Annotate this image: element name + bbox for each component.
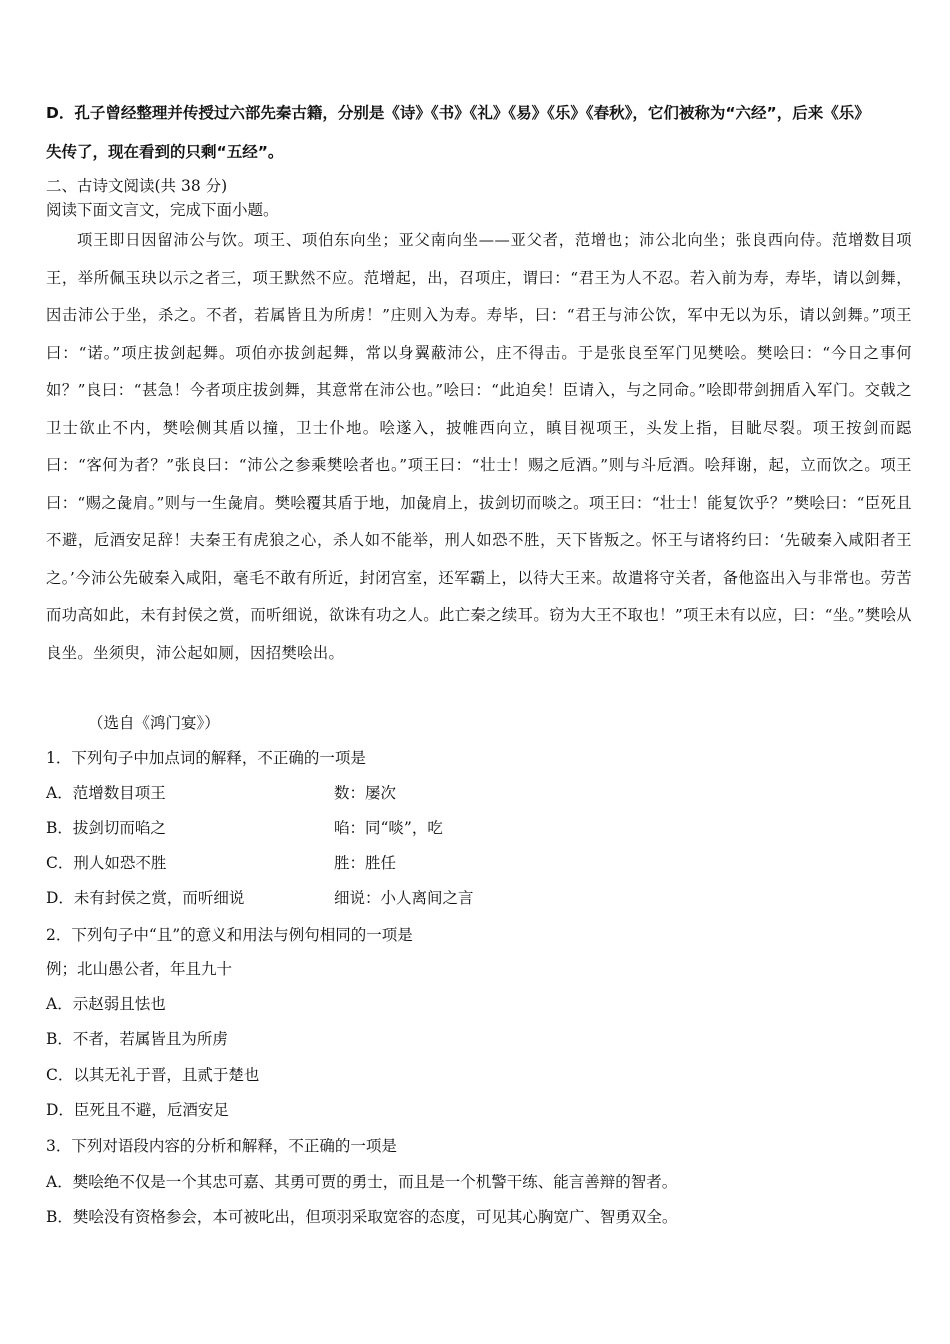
- q2-option-b: B．不者，若属皆且为所虏: [46, 1030, 228, 1048]
- q2-stem: 2．下列句子中“且”的意义和用法与例句相同的一项是: [46, 926, 413, 944]
- passage-source: （选自《鸿门宴》）: [88, 714, 220, 732]
- q1-option-d-note: 细说：小人离间之言: [334, 889, 474, 907]
- q2-example: 例；北山愚公者，年且九十: [46, 960, 233, 978]
- q3-option-b: B．樊哙没有资格参会，本可被叱出，但项羽采取宽容的态度，可见其心胸宽广、智勇双全。: [46, 1208, 678, 1226]
- q1-option-c-note: 胜：胜任: [334, 854, 397, 872]
- prev-option-d-line2: 失传了，现在看到的只剩“五经”。: [46, 143, 284, 161]
- q1-option-c: C．刑人如恐不胜: [46, 854, 167, 872]
- q2-option-c: C．以其无礼于晋，且贰于楚也: [46, 1066, 260, 1084]
- q1-option-a: A．范增数目项王: [46, 784, 166, 802]
- prev-option-d-line1: D．孔子曾经整理并传授过六部先秦古籍，分别是《诗》《书》《礼》《易》《乐》《春秋》，它们被称为“六经”，后来《乐》: [46, 104, 870, 122]
- q1-option-d: D．未有封侯之赏，而听细说: [46, 889, 245, 907]
- q2-option-d: D．臣死且不避，卮酒安足: [46, 1101, 229, 1119]
- section-heading: 二、古诗文阅读(共 38 分): [46, 177, 228, 195]
- q1-option-a-note: 数：屡次: [334, 784, 397, 802]
- q1-option-b-note: 啗：同“啖”，吃: [334, 819, 443, 837]
- q3-stem: 3．下列对语段内容的分析和解释，不正确的一项是: [46, 1137, 397, 1155]
- q3-option-a: A．樊哙绝不仅是一个其忠可嘉、其勇可贾的勇士，而且是一个机警干练、能言善辩的智者。: [46, 1173, 678, 1191]
- section-instruction: 阅读下面文言文，完成下面小题。: [46, 201, 279, 219]
- q2-option-a: A．示赵弱且怯也: [46, 995, 166, 1013]
- classical-passage: 项王即日因留沛公与饮。项王、项伯东向坐；亚父南向坐——亚父者，范增也；沛公北向坐；张良西向侍。范增数目项王，举所佩玉玦以示之者三，项王默然不应。范增起，出，召项庄，谓曰：“君王为人不忍。若入前为寿，寿毕，请以剑舞，因击沛公于坐，杀之。不者，若属皆且为所虏！”庄则入为寿。寿毕，曰：“君王与沛公饮，军中无以为乐，请以剑舞。”项王曰：“诺。”项庄拔剑起舞。项伯亦拔剑起舞，常以身翼蔽沛公，庄不得击。于是张良至军门见樊哙。樊哙曰：“今日之事何如？”良曰：“甚急！今者项庄拔剑舞，其意常在沛公也。”哙曰：“此迫矣！臣请入，与之同命。”哙即带剑拥盾入军门。交戟之卫士欲止不内，樊哙侧其盾以撞，卫士仆地。哙遂入，披帷西向立，瞋目视项王，头发上指，目眦尽裂。项王按剑而跽曰：“客何为者？”张良曰：“沛公之参乘樊哙者也。”项王曰：“壮士！赐之卮酒。”则与斗卮酒。哙拜谢，起，立而饮之。项王曰：“赐之彘肩。”则与一生彘肩。樊哙覆其盾于地，加彘肩上，拔剑切而啖之。项王曰：“壮士！能复饮乎？”樊哙曰：“臣死且不避，卮酒安足辞！夫秦王有虎狼之心，杀人如不能举，刑人如恐不胜，天下皆叛之。怀王与诸将约曰：‘先破秦入咸阳者王之。’今沛公先破秦入咸阳，毫毛不敢有所近，封闭宫室，还军霸上，以待大王来。故遣将守关者，备他盗出入与非常也。劳苦而功高如此，未有封侯之赏，而听细说，欲诛有功之人。此亡秦之续耳。窃为大王不取也！”项王未有以应，曰：“坐。”樊哙从良坐。坐须臾，沛公起如厕，因招樊哙出。: [46, 231, 912, 662]
- q1-option-b: B．拔剑切而啗之: [46, 819, 166, 837]
- q1-stem: 1．下列句子中加点词的解释，不正确的一项是: [46, 749, 366, 767]
